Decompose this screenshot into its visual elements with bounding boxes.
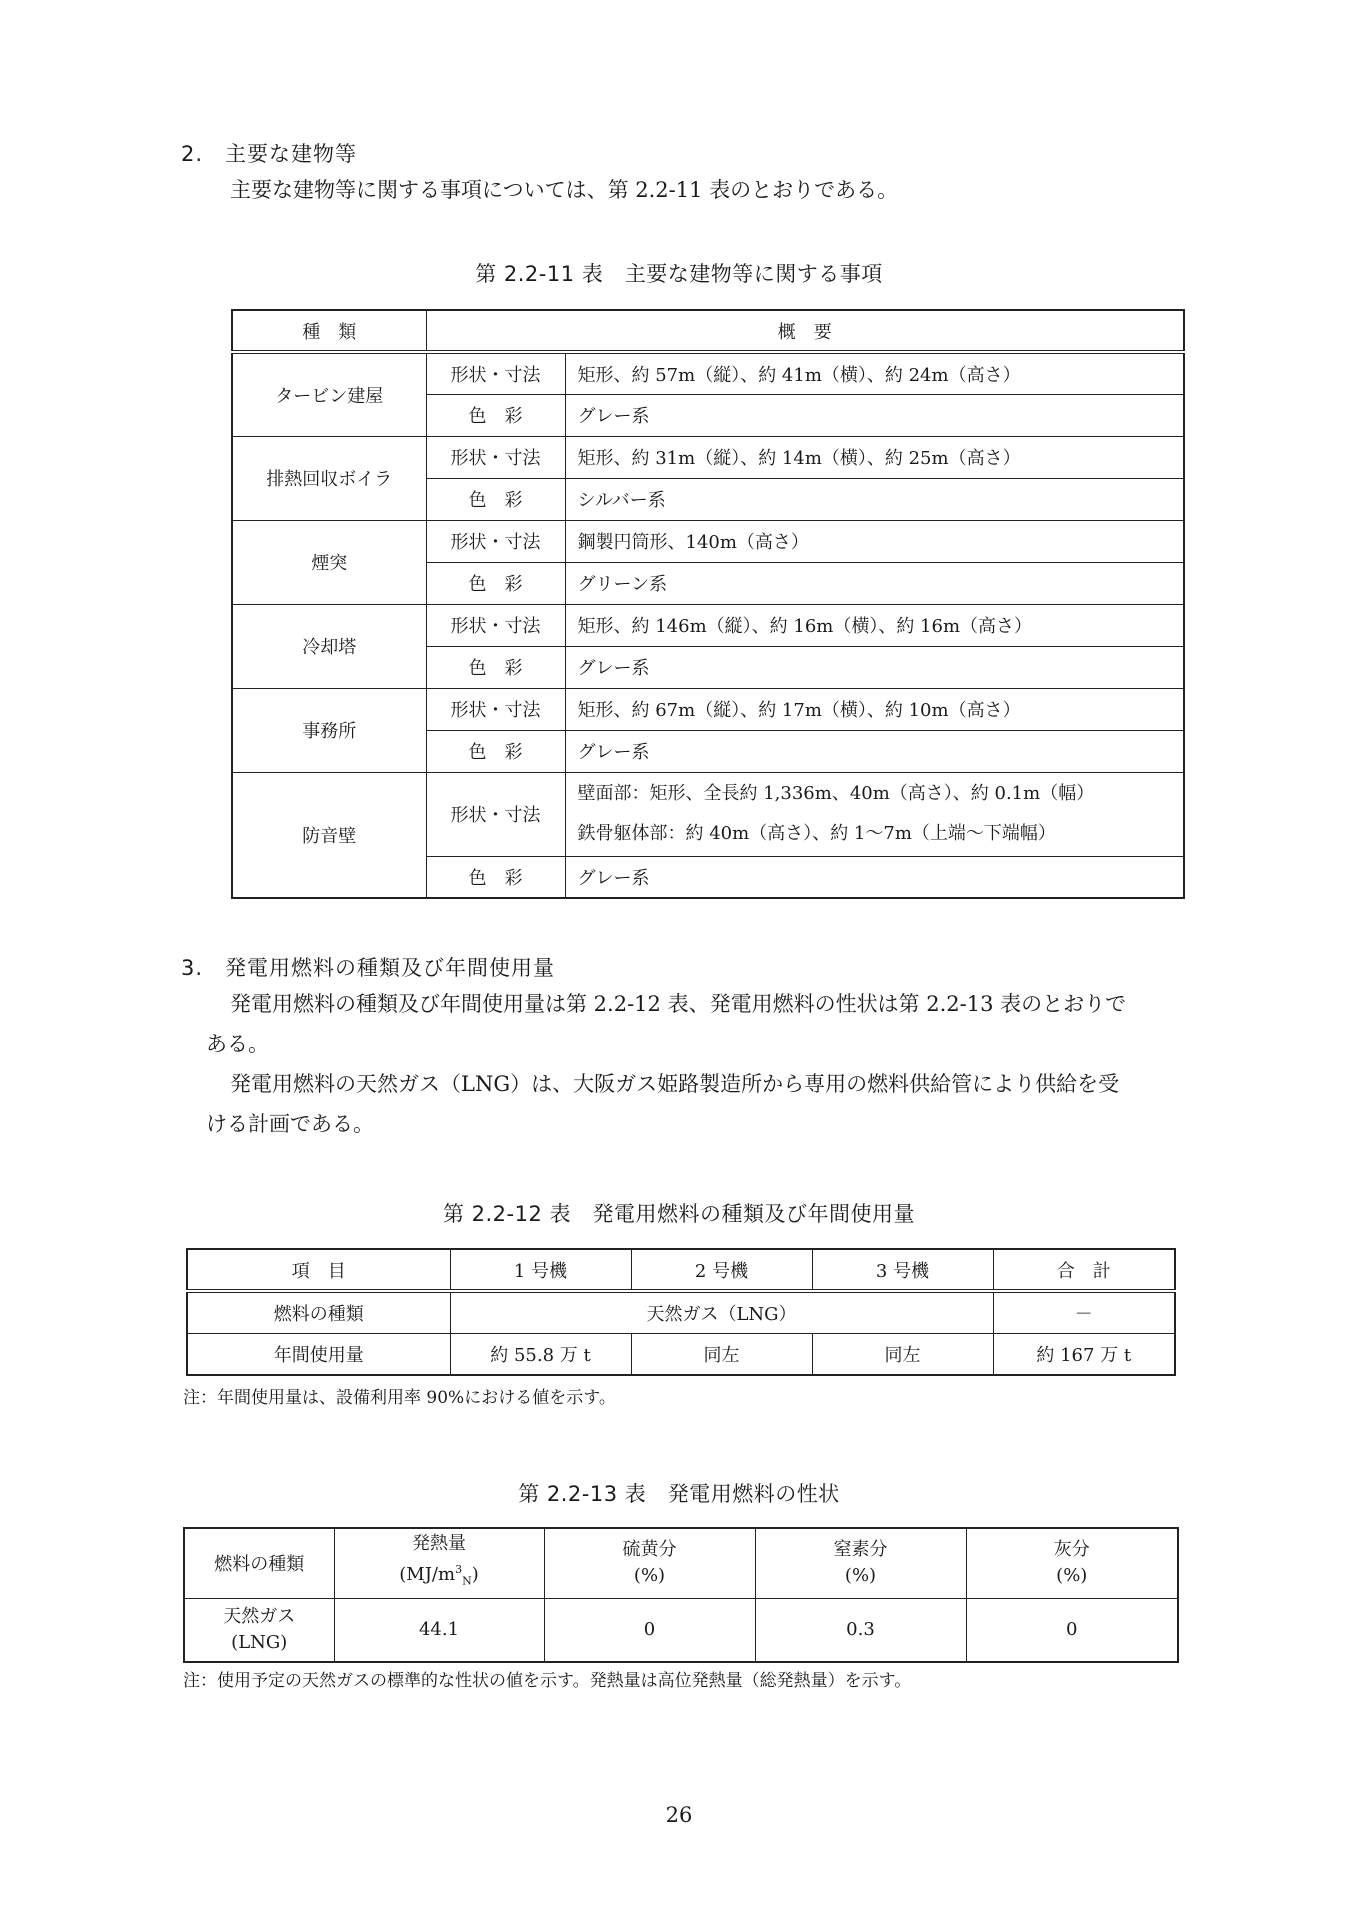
dim-label: 形状・寸法: [426, 520, 565, 562]
table-header-row: [232, 310, 1184, 352]
dim-value: 矩形、約 31m（縦）、約 14m（横）、約 25m（高さ）: [565, 436, 1184, 478]
color-label: 色 彩: [426, 394, 565, 436]
dim-value: [565, 772, 1184, 856]
section-3-para-1-line-2: ある。: [206, 1032, 269, 1056]
heat-value: 44.1: [334, 1598, 544, 1662]
color-label: 色 彩: [426, 478, 565, 520]
section-3-para-2-line-2: ける計画である。: [206, 1112, 374, 1136]
header-summary: 概 要: [426, 310, 1184, 352]
header-fuel-type: 燃料の種類: [184, 1528, 334, 1598]
color-value: グレー系: [565, 856, 1184, 898]
color-value: シルバー系: [565, 478, 1184, 520]
header-item: 項 目: [187, 1249, 450, 1291]
color-label: 色 彩: [426, 730, 565, 772]
fuel-usage-table: [186, 1248, 1176, 1376]
dim-value: 矩形、約 57m（縦）、約 41m（横）、約 24m（高さ）: [565, 352, 1184, 394]
header-unit-2: 2 号機: [631, 1249, 812, 1291]
header-sulfur-label: 硫黄分: [622, 1539, 677, 1561]
table-row: [232, 520, 1184, 562]
header-ash-label: 灰分: [1053, 1539, 1090, 1561]
color-value: グレー系: [565, 730, 1184, 772]
header-sulfur-unit: (%): [633, 1565, 666, 1587]
header-heat-value: [334, 1528, 544, 1598]
wall-dim-line-1: 壁面部：矩形、全長約 1,336m、40m（高さ）、約 0.1m（幅）: [577, 783, 1095, 804]
header-heat-label: 発熱量: [412, 1533, 466, 1555]
dim-value: 矩形、約 146m（縦）、約 16m（横）、約 16m（高さ）: [565, 604, 1184, 646]
dim-label: 形状・寸法: [426, 352, 565, 394]
color-value: グレー系: [565, 394, 1184, 436]
header-unit-3: 3 号機: [812, 1249, 993, 1291]
heat-unit-close: ): [471, 1564, 479, 1586]
color-label: 色 彩: [426, 646, 565, 688]
dim-label: 形状・寸法: [426, 772, 565, 856]
table-1-caption: 第 2.2-11 表 主要な建物等に関する事項: [475, 262, 883, 286]
page-number: 26: [665, 1803, 693, 1827]
table-row: [232, 772, 1184, 856]
heat-unit-text: (MJ/m: [399, 1564, 456, 1586]
header-sulfur: [544, 1528, 755, 1598]
table-3-caption: 第 2.2-13 表 発電用燃料の性状: [518, 1482, 840, 1506]
table-row: [232, 436, 1184, 478]
annual-usage-label: 年間使用量: [187, 1333, 450, 1375]
buildings-table: [231, 309, 1185, 899]
fuel-type-total: －: [993, 1291, 1175, 1333]
ash-value: 0: [966, 1598, 1178, 1662]
table-row: [187, 1333, 1175, 1375]
annual-usage-unit-3: 同左: [812, 1333, 993, 1375]
table-3-note: 注：使用予定の天然ガスの標準的な性状の値を示す。発熱量は高位発熱量（総発熱量）を示す。: [183, 1671, 912, 1691]
wall-dim-line-2: 鉄骨躯体部：約 40m（高さ）、約 1～7m（上端～下端幅）: [577, 823, 1056, 844]
color-label: 色 彩: [426, 856, 565, 898]
annual-usage-unit-2: 同左: [631, 1333, 812, 1375]
header-heat-unit: [347, 1557, 532, 1595]
dim-value: 鋼製円筒形、140m（高さ）: [565, 520, 1184, 562]
table-row: [232, 688, 1184, 730]
table-header-row: [187, 1249, 1175, 1291]
header-total: 合 計: [993, 1249, 1175, 1291]
nitrogen-value: 0.3: [755, 1598, 966, 1662]
building-name: 冷却塔: [232, 604, 426, 688]
header-type: 種 類: [232, 310, 426, 352]
sulfur-value: 0: [544, 1598, 755, 1662]
color-value: グレー系: [565, 646, 1184, 688]
heat-unit-sub: N: [462, 1575, 472, 1589]
section-3-heading: 3. 発電用燃料の種類及び年間使用量: [181, 956, 556, 980]
header-ash-unit: (%): [1056, 1565, 1088, 1587]
annual-usage-unit-1: 約 55.8 万 t: [450, 1333, 631, 1375]
fuel-name: [184, 1598, 334, 1662]
color-value: グリーン系: [565, 562, 1184, 604]
dim-label: 形状・寸法: [426, 688, 565, 730]
table-row: [187, 1291, 1175, 1333]
section-2-heading: 2. 主要な建物等: [181, 142, 358, 166]
header-nitrogen-label: 窒素分: [833, 1539, 888, 1561]
color-label: 色 彩: [426, 562, 565, 604]
table-2-caption: 第 2.2-12 表 発電用燃料の種類及び年間使用量: [442, 1202, 916, 1226]
annual-usage-total: 約 167 万 t: [993, 1333, 1175, 1375]
header-ash: [966, 1528, 1178, 1598]
header-unit-1: 1 号機: [450, 1249, 631, 1291]
building-name: 煙突: [232, 520, 426, 604]
table-header-row: [184, 1528, 1178, 1598]
dim-label: 形状・寸法: [426, 604, 565, 646]
fuel-name-line-1: 天然ガス: [223, 1605, 296, 1627]
fuel-properties-table: [183, 1527, 1179, 1663]
table-row: [232, 352, 1184, 394]
building-name: 防音壁: [232, 772, 426, 898]
table-2-note: 注：年間使用量は、設備利用率 90%における値を示す。: [183, 1388, 616, 1408]
dim-label: 形状・寸法: [426, 436, 565, 478]
header-nitrogen: [755, 1528, 966, 1598]
section-2-intro: 主要な建物等に関する事項については、第 2.2-11 表のとおりである。: [230, 178, 899, 202]
building-name: 排熱回収ボイラ: [232, 436, 426, 520]
heat-unit-sup: 3: [455, 1563, 463, 1577]
section-3-para-2-line-1: 発電用燃料の天然ガス（LNG）は、大阪ガス姫路製造所から専用の燃料供給管により供給を受: [230, 1072, 1120, 1096]
section-3-para-1-line-1: 発電用燃料の種類及び年間使用量は第 2.2-12 表、発電用燃料の性状は第 2.2-13 表のとおりで: [230, 992, 1127, 1016]
fuel-type-label: 燃料の種類: [187, 1291, 450, 1333]
building-name: タービン建屋: [232, 352, 426, 436]
dim-value: 矩形、約 67m（縦）、約 17m（横）、約 10m（高さ）: [565, 688, 1184, 730]
fuel-name-line-2: (LNG): [231, 1631, 288, 1653]
header-nitrogen-unit: (%): [844, 1565, 877, 1587]
table-row: [184, 1598, 1178, 1662]
building-name: 事務所: [232, 688, 426, 772]
fuel-type-value: 天然ガス（LNG）: [450, 1291, 993, 1333]
table-row: [232, 604, 1184, 646]
